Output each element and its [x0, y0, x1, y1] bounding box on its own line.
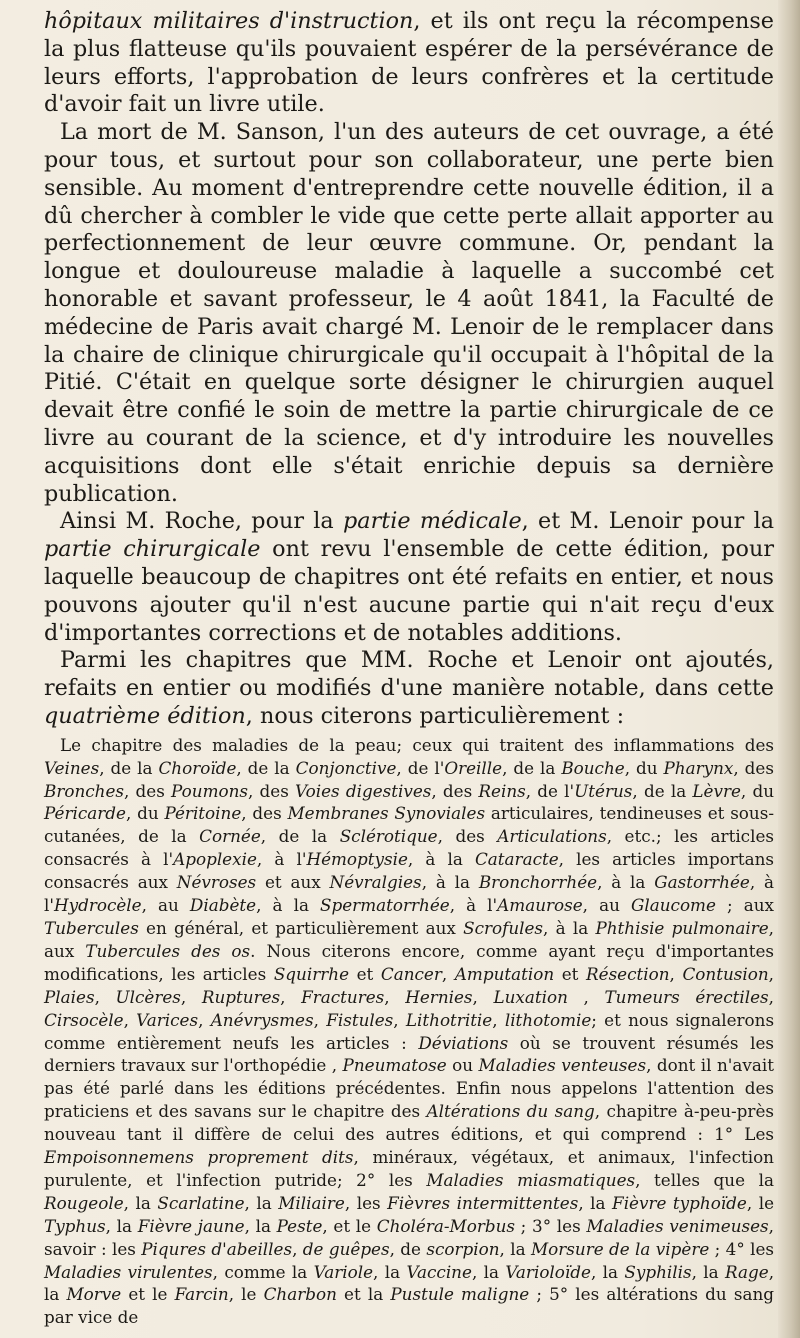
- italic-term: Névroses: [176, 872, 257, 893]
- text-run: ; aux: [715, 895, 774, 916]
- italic-term: Phthisie pulmonaire: [595, 917, 769, 938]
- paragraph-chapter-list: [44, 734, 774, 1330]
- italic-term: Scrofules: [463, 917, 544, 938]
- text-run: , le: [746, 1192, 775, 1213]
- text-run: Parmi les chapitres que MM. Roche et Lenoir ont ajoutés, refaits en entier ou modifiés d'une manière notable, dans cette: [44, 647, 774, 702]
- italic-term: Pharynx: [663, 757, 734, 778]
- text-run: , la: [471, 1261, 506, 1282]
- italic-term: Miliaire: [278, 1192, 345, 1213]
- italic-term: Varioloïde: [505, 1261, 591, 1282]
- text-run: ,: [292, 1238, 303, 1259]
- italic-term: Sclérotique: [339, 826, 438, 847]
- text-run: , de la: [260, 826, 340, 847]
- text-run: ,: [472, 986, 494, 1007]
- italic-term: Contusion: [682, 963, 769, 984]
- text-run: , telles que la: [635, 1169, 774, 1190]
- italic-term: Syphilis: [624, 1261, 692, 1282]
- text-run: articulaires, tendineuses et sous-cutanées, de la: [44, 803, 775, 847]
- italic-term: Voies digestives: [295, 780, 432, 801]
- text-run: , le: [228, 1284, 264, 1305]
- text-run: , des: [124, 780, 172, 801]
- italic-term: Fistules: [326, 1009, 394, 1030]
- italic-term: Poumons: [171, 780, 249, 801]
- text-run: , minéraux, végétaux, et animaux, l'infection purulente, et l'infection putride; 2° les: [44, 1147, 774, 1190]
- italic-term: partie chirurgicale: [44, 536, 261, 563]
- italic-term: Hernies: [405, 986, 473, 1007]
- text-run: et aux: [256, 872, 330, 893]
- text-run: , des: [241, 803, 288, 824]
- italic-term: Amputation: [454, 963, 555, 984]
- paragraph-chapitres: [44, 647, 774, 730]
- italic-term: Fractures: [301, 986, 385, 1007]
- text-run: , de l': [396, 757, 445, 778]
- text-run: ,: [384, 986, 406, 1007]
- paragraph-sanson: [44, 119, 774, 508]
- text-run: , et le: [322, 1215, 377, 1236]
- text-run: , à la: [597, 872, 655, 893]
- italic-term: Cataracte: [474, 849, 559, 870]
- text-run: ,: [567, 986, 605, 1007]
- text-run: et le: [121, 1284, 175, 1305]
- italic-term: Utérus: [574, 780, 633, 801]
- italic-term: partie médicale: [343, 508, 522, 535]
- text-run: , dont il n'avait pas été parlé dans les éditions précédentes. Enfin nous appelons l'attention des praticiens et des savans sur le chapitre des: [44, 1055, 774, 1122]
- italic-term: Rage: [725, 1261, 769, 1282]
- italic-term: Anévrysmes: [210, 1009, 314, 1030]
- text-run: , la: [691, 1261, 725, 1282]
- italic-term: Diabète: [189, 895, 257, 916]
- italic-term: Cirsocèle: [44, 1009, 124, 1030]
- italic-term: Maladies venteuses: [478, 1055, 647, 1076]
- text-run: , au: [582, 895, 631, 916]
- text-run: , du: [740, 780, 775, 801]
- italic-term: Péritoine: [164, 803, 242, 824]
- italic-term: Conjonctive: [295, 757, 397, 778]
- italic-term: Reins: [478, 780, 526, 801]
- text-run: , des: [248, 780, 296, 801]
- italic-term: Vaccine: [406, 1261, 472, 1282]
- text-run: et la: [336, 1284, 391, 1305]
- italic-term: Tumeurs érectiles: [604, 986, 769, 1007]
- text-run: ont revu l'ensemble de cette édition, pour laquelle beaucoup de chapitres ont été refaits en entier, et nous pouvons ajouter qu'il n'est aucune partie qui n'ait reçu d'eux d'importantes corrections et de notables additions.: [44, 536, 774, 646]
- text-run: , les: [344, 1192, 388, 1213]
- italic-term: Gastorrhée: [654, 872, 750, 893]
- text-run: , au: [141, 895, 190, 916]
- italic-term: Lithotritie: [405, 1009, 493, 1030]
- text-run: , de la: [236, 757, 296, 778]
- italic-term: Fièvres intermittentes: [387, 1192, 579, 1213]
- text-run: , la: [578, 1192, 613, 1213]
- italic-term: Typhus: [44, 1215, 106, 1236]
- italic-term: Luxation: [493, 986, 568, 1007]
- text-run: , comme la: [212, 1261, 314, 1282]
- italic-term: Bronches: [44, 780, 125, 801]
- italic-term: Varices: [136, 1009, 199, 1030]
- italic-term: Ruptures: [201, 986, 281, 1007]
- text-run: ,: [393, 1009, 406, 1030]
- italic-term: Variole: [313, 1261, 374, 1282]
- italic-term: Morve: [66, 1284, 122, 1305]
- italic-term: Membranes Synoviales: [287, 803, 486, 824]
- text-run: ,: [180, 986, 202, 1007]
- page-edge: [778, 0, 800, 1338]
- italic-term: Morsure de la vipère: [530, 1238, 710, 1259]
- text-run: ,: [280, 986, 302, 1007]
- text-run: , de: [389, 1238, 427, 1259]
- text-run: , et M. Lenoir pour la: [521, 508, 774, 535]
- italic-term: Pneumatose: [342, 1055, 447, 1076]
- italic-term: Scarlatine: [157, 1192, 245, 1213]
- italic-term: Charbon: [263, 1284, 337, 1305]
- italic-term: Bronchorrhée: [478, 872, 598, 893]
- italic-term: Fièvre jaune: [137, 1215, 245, 1236]
- text-run: . Nous citerons encore, comme ayant reçu d'importantes modifications, les articles: [44, 940, 774, 984]
- italic-term: Empoisonnemens proprement dits: [44, 1147, 354, 1168]
- italic-term: scorpion: [426, 1238, 500, 1259]
- text-run: , de la: [99, 757, 159, 778]
- italic-term: Déviations: [418, 1032, 509, 1053]
- text-run: Ainsi M. Roche, pour la: [60, 508, 344, 535]
- paragraph-roche-lenoir: [44, 508, 774, 647]
- text-run: ,: [768, 963, 774, 984]
- text-run: ,: [123, 1009, 137, 1030]
- italic-term: Choroïde: [158, 757, 237, 778]
- text-run: , des: [431, 780, 479, 801]
- italic-term: Veines: [44, 757, 100, 778]
- italic-term: Lèvre: [692, 780, 741, 801]
- text-run: , la: [590, 1261, 625, 1282]
- italic-term: Altérations du sang: [426, 1101, 595, 1122]
- italic-term: Maladies virulentes: [44, 1261, 213, 1282]
- italic-term: Piqures d'abeilles: [141, 1238, 293, 1259]
- italic-term: Fièvre typhoïde: [612, 1192, 747, 1213]
- paragraph-intro: [44, 8, 774, 119]
- text-run: , savoir : les: [44, 1215, 775, 1259]
- italic-term: de guêpes: [302, 1238, 390, 1259]
- italic-term: Névralgies: [329, 872, 422, 893]
- text-run: ,: [94, 986, 116, 1007]
- italic-term: Ulcères: [115, 986, 181, 1007]
- text-run: , les articles importans consacrés aux: [44, 849, 774, 893]
- text-run: et: [554, 963, 586, 984]
- text-run: , à la: [407, 849, 475, 870]
- text-run: ; 3° les: [515, 1215, 587, 1236]
- text-run: , de la: [632, 780, 693, 801]
- text-run: , chapitre à-peu-près nouveau tant il diffère de celui des autres éditions, et qui comprend : 1° Les: [44, 1101, 774, 1145]
- text-run: , à l': [44, 872, 774, 916]
- text-run: ,: [492, 1009, 505, 1030]
- text-run: , la: [105, 1215, 138, 1236]
- italic-term: Oreille: [444, 757, 503, 778]
- text-body: [44, 8, 774, 1329]
- text-run: où se trouvent résumés les derniers travaux sur l'orthopédie ,: [44, 1032, 774, 1076]
- italic-term: Bouche: [561, 757, 625, 778]
- text-run: , la: [499, 1238, 531, 1259]
- text-run: , à la: [543, 917, 596, 938]
- italic-term: Rougeole: [44, 1192, 124, 1213]
- text-run: ,: [669, 963, 683, 984]
- text-run: ,: [441, 963, 455, 984]
- italic-term: Tubercules des os: [85, 940, 251, 961]
- italic-term: Hémoptysie: [306, 849, 408, 870]
- italic-term: Spermatorrhée: [320, 895, 450, 916]
- text-run: ; et nous signalerons comme entièrement neufs les articles :: [44, 1009, 775, 1053]
- italic-term: Squirrhe: [273, 963, 350, 984]
- italic-term: Amaurose: [497, 895, 583, 916]
- text-run: , etc.; les articles consacrés à l': [44, 826, 774, 870]
- text-run: , et ils ont reçu la récompense la plus flatteuse qu'ils pouvaient espérer de la persévérance de leurs efforts, l'approbation de leurs confrères et la certitude d'avoir fait un livre utile.: [44, 8, 774, 118]
- text-run: , la: [373, 1261, 407, 1282]
- italic-term: hôpitaux militaires d'instruction: [44, 8, 414, 34]
- italic-term: Résection: [586, 963, 670, 984]
- text-run: ; 4° les: [709, 1238, 775, 1259]
- text-run: Le chapitre des maladies de la peau; ceux qui traitent des inflammations des: [60, 734, 774, 755]
- italic-term: Cancer: [380, 963, 442, 984]
- italic-term: Apoplexie: [173, 849, 257, 870]
- text-run: , du: [125, 803, 165, 824]
- text-run: en général, et particulièrement aux: [138, 917, 464, 938]
- italic-term: Plaies: [44, 986, 95, 1007]
- text-run: , la: [244, 1215, 277, 1236]
- text-run: , nous citerons particulièrement :: [245, 702, 625, 729]
- text-run: , la: [244, 1192, 279, 1213]
- text-run: ,: [313, 1009, 327, 1030]
- italic-term: Maladies miasmatiques: [426, 1169, 636, 1190]
- text-run: , la: [123, 1192, 158, 1213]
- text-run: , à la: [421, 872, 479, 893]
- text-run: ; 5° les altérations du sang par vice de: [44, 1284, 774, 1328]
- italic-term: quatrième édition: [44, 702, 246, 729]
- text-run: et: [349, 963, 381, 984]
- italic-term: Farcin: [174, 1284, 229, 1305]
- italic-term: Glaucome: [630, 895, 716, 916]
- text-run: La mort de M. Sanson, l'un des auteurs de cet ouvrage, a été pour tous, et surtout pour son collaborateur, une perte bien sensible. Au moment d'entreprendre cette nouvelle édition, il a dû chercher à combler le vide que cette perte allait apporter au perfectionnement de leur œuvre commune. Or, pendant la longue et douloureuse maladie à laquelle a succombé cet honorable et savant professeur, le 4 août 1841, la Faculté de médecine de Paris avait chargé M. Lenoir de le remplacer dans la chaire de clinique chirurgicale qu'il occupait à l'hôpital de la Pitié. C'était en quelque sorte désigner le chirurgien auquel devait être confié le soin de mettre la partie chirurgicale de ce livre au courant de la science, et d'y introduire les nouvelles acquisitions dont elle s'était enrichie depuis sa dernière publication.: [44, 119, 774, 507]
- text-run: , aux: [44, 917, 774, 961]
- text-run: ,: [198, 1009, 211, 1030]
- text-run: , des: [733, 757, 774, 778]
- italic-term: Pustule maligne: [390, 1284, 530, 1305]
- italic-term: Maladies venimeuses: [586, 1215, 769, 1236]
- italic-term: Cornée: [199, 826, 261, 847]
- text-run: , des: [437, 826, 498, 847]
- text-run: , à la: [256, 895, 321, 916]
- text-run: ,: [768, 986, 774, 1007]
- text-run: , à l': [256, 849, 307, 870]
- text-run: , de la: [502, 757, 562, 778]
- italic-term: Tubercules: [44, 917, 139, 938]
- italic-term: Hydrocèle: [53, 895, 142, 916]
- text-run: , du: [624, 757, 664, 778]
- text-run: ou: [446, 1055, 479, 1076]
- italic-term: Articulations: [497, 826, 607, 847]
- italic-term: Peste: [276, 1215, 323, 1236]
- text-run: , à l': [449, 895, 498, 916]
- text-run: , de l': [525, 780, 575, 801]
- italic-term: Péricarde: [44, 803, 126, 824]
- text-run: , la: [44, 1261, 775, 1305]
- italic-term: lithotomie: [504, 1009, 592, 1030]
- italic-term: Choléra-Morbus: [376, 1215, 515, 1236]
